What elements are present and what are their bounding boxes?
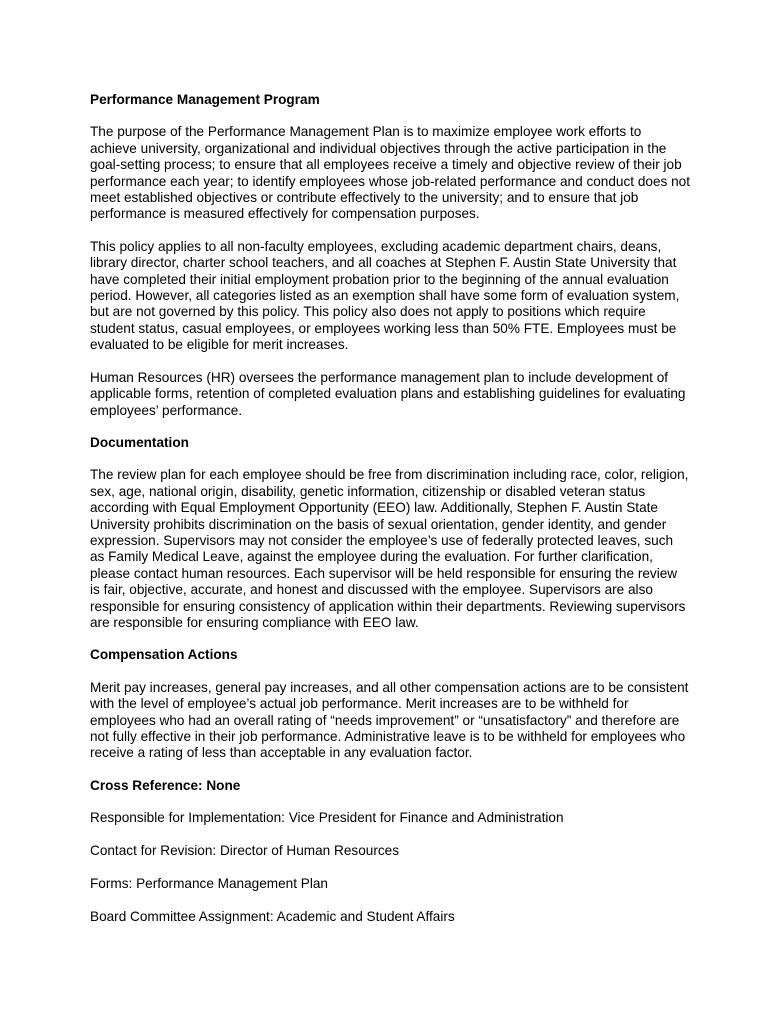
forms-line: Forms: Performance Management Plan: [90, 876, 328, 892]
contact-line: Contact for Revision: Director of Human Resources: [90, 843, 399, 859]
documentation-paragraph: The review plan for each employee should be free from discrimination including race, color, religion, sex, age, national origin, disability, genetic information, citizenship or disabled veteran status according with Equal Employment Opportunity (EEO) law. Additionally, Stephen F. Austin State University prohibits discrimination on the basis of sexual orientation, gender identity, and gender expression. Supervisors may not consider the employee’s use of federally protected leaves, such as Family Medical Leave, against the employee during the evaluation. For further clarification, please contact human resources. Each supervisor will be held responsible for ensuring the review is fair, objective, accurate, and honest and discussed with the employee. Supervisors are also responsible for ensuring consistency of application within their departments. Reviewing supervisors are responsible for ensuring compliance with EEO law.: [90, 467, 689, 630]
document-title: Performance Management Program: [90, 92, 320, 107]
scope-paragraph: This policy applies to all non-faculty employees, excluding academic department chairs, deans, library director, charter school teachers, and all coaches at Stephen F. Austin State University that have completed their initial employment probation prior to the beginning of the annual evaluation period. However, all categories listed as an exemption shall have some form of evaluation system, but are not governed by this policy. This policy also does not apply to positions which require student status, casual employees, or employees working less than 50% FTE. Employees must be evaluated to be eligible for merit increases.: [90, 238, 680, 353]
cross-reference-heading: Cross Reference: None: [90, 777, 241, 793]
compensation-paragraph: Merit pay increases, general pay increases, and all other compensation actions are to be consistent with the level of employee’s actual job performance. Merit increases are to be withheld for employees who had an overall rating of “needs improvement” or “unsatisfactory” and therefore are not fully effective in their job performance. Administrative leave is to be withheld for employees who receive a rating of less than acceptable in any evaluation factor.: [90, 679, 689, 761]
responsible-line: Responsible for Implementation: Vice President for Finance and Administration: [90, 810, 564, 826]
compensation-heading: Compensation Actions: [90, 647, 238, 663]
hr-oversight-paragraph: Human Resources (HR) oversees the performance management plan to include development of applicable forms, retention of completed evaluation plans and establishing guidelines for evaluating employees’ performance.: [90, 369, 686, 418]
document-page: [90, 92, 690, 942]
purpose-paragraph: The purpose of the Performance Management Plan is to maximize employee work efforts to achieve university, organizational and individual objectives through the active participation in the goal-setting process; to ensure that all employees receive a timely and objective review of their job performance each year; to identify employees whose job-related performance and conduct does not meet established objectives or contribute effectively to the university; and to ensure that job performance is measured effectively for compensation purposes.: [90, 124, 690, 222]
documentation-heading: Documentation: [90, 434, 189, 450]
board-line: Board Committee Assignment: Academic and Student Affairs: [90, 908, 455, 924]
